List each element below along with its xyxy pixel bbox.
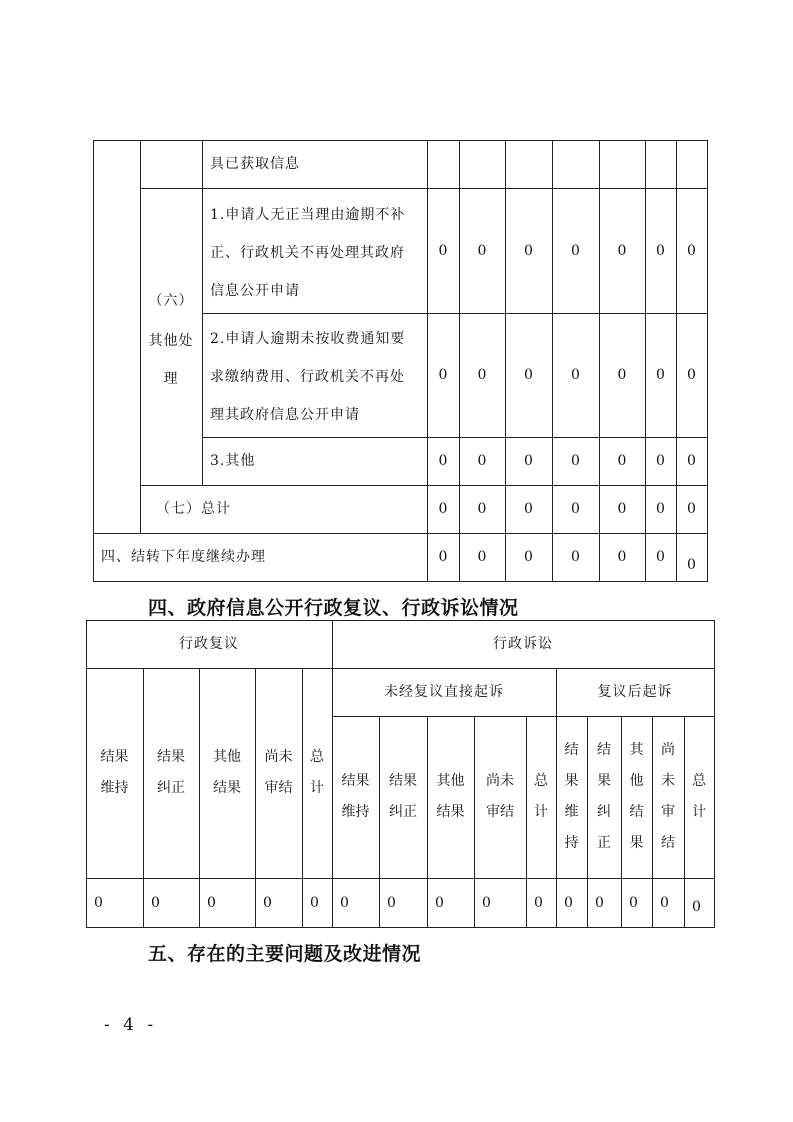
- value-cell: 0: [263, 894, 272, 911]
- value-cell: 0: [656, 501, 665, 517]
- item-1-text: [210, 196, 405, 310]
- value-cell: 0: [524, 367, 533, 383]
- value-cell: 0: [477, 453, 487, 469]
- row-obtained-label: 具已获取信息: [210, 156, 300, 172]
- review-col-header: 尚未 审结: [264, 749, 293, 796]
- value-cell: 0: [687, 501, 696, 517]
- value-cell: 0: [617, 501, 627, 517]
- value-cell: 0: [438, 242, 448, 259]
- value-cell: 0: [477, 242, 487, 259]
- value-cell: 0: [207, 894, 216, 911]
- after-col-header: 其 他 结 果: [629, 742, 644, 851]
- value-cell: 0: [564, 894, 573, 911]
- direct-col-header: 尚未 审结: [486, 773, 514, 820]
- group-6-sub-label-2: 理: [163, 371, 179, 387]
- value-cell: 0: [687, 367, 696, 383]
- direct-col-header: 总 计: [534, 773, 548, 820]
- item-2-line: 求缴纳费用、行政机关不再处: [210, 369, 405, 385]
- item-1-line: 正、行政机关不再处理其政府: [210, 245, 405, 261]
- value-cell: 0: [340, 894, 349, 911]
- total-label: （七）总计: [156, 501, 231, 517]
- value-cell: 0: [656, 453, 665, 469]
- value-cell: 0: [687, 557, 696, 573]
- value-cell: 0: [656, 549, 665, 565]
- value-cell: 0: [656, 367, 665, 383]
- value-cell: 0: [660, 894, 669, 911]
- value-cell: 0: [524, 242, 533, 259]
- group-6-sub-label-1: 其他处: [148, 333, 194, 349]
- review-col-header: 结果 纠正: [157, 749, 185, 796]
- admin-review-header: 行政复议: [179, 636, 239, 652]
- value-cell: 0: [438, 501, 448, 517]
- review-col-header: 其他 结果: [213, 749, 241, 796]
- value-cell: 0: [524, 453, 533, 469]
- direct-litigation-header: 未经复议直接起诉: [384, 684, 504, 700]
- review-col-header: 结果 维持: [100, 749, 129, 796]
- value-cell: 0: [617, 367, 627, 383]
- after-review-header: 复议后起诉: [597, 684, 673, 700]
- value-cell: 0: [656, 242, 665, 259]
- admin-litigation-header: 行政诉讼: [493, 636, 553, 652]
- value-cell: 0: [571, 501, 580, 517]
- value-cell: 0: [524, 501, 533, 517]
- section-5-heading: 五、存在的主要问题及改进情况: [148, 943, 422, 965]
- value-cell: 0: [629, 894, 638, 911]
- value-cell: 0: [482, 894, 491, 911]
- item-3-label: 3.其他: [210, 453, 256, 469]
- item-2-line: 理其政府信息公开申请: [210, 407, 360, 423]
- direct-col-header: 结果 纠正: [389, 773, 417, 820]
- after-col-header: 结 果 纠 正: [597, 742, 611, 851]
- after-col-header: 总 计: [692, 773, 706, 820]
- page-number: - 4 -: [104, 1015, 158, 1035]
- value-cell: 0: [477, 549, 487, 565]
- item-1-line: 1.申请人无正当理由逾期不补: [210, 207, 406, 223]
- value-cell: 0: [687, 453, 696, 469]
- value-cell: 0: [595, 894, 604, 911]
- item-1-line: 信息公开申请: [210, 283, 300, 299]
- value-cell: 0: [571, 242, 580, 259]
- group-6-label: （六）: [148, 293, 194, 309]
- value-cell: 0: [571, 367, 580, 383]
- value-cell: 0: [617, 242, 627, 259]
- value-cell: 0: [151, 894, 160, 911]
- after-col-header: 结 果 维 持: [564, 742, 579, 851]
- value-cell: 0: [310, 894, 319, 911]
- value-cell: 0: [571, 453, 580, 469]
- value-cell: 0: [617, 453, 627, 469]
- value-cell: 0: [387, 894, 396, 911]
- value-cell: 0: [687, 242, 696, 259]
- section-4-heading: 四、政府信息公开行政复议、行政诉讼情况: [148, 597, 519, 619]
- review-col-header: 总 计: [310, 749, 324, 796]
- direct-col-header: 结果 维持: [341, 773, 370, 820]
- value-cell: 0: [438, 453, 448, 469]
- value-cell: 0: [534, 894, 543, 911]
- value-cell: 0: [524, 549, 533, 565]
- item-2-text: [210, 320, 405, 434]
- direct-col-header: 其他 结果: [436, 773, 465, 820]
- value-cell: 0: [435, 894, 444, 911]
- value-cell: 0: [692, 898, 701, 915]
- carry-over-label: 四、结转下年度继续办理: [101, 549, 266, 565]
- value-cell: 0: [438, 367, 448, 383]
- item-2-line: 2.申请人逾期未按收费通知要: [210, 331, 406, 347]
- value-cell: 0: [617, 549, 627, 565]
- value-cell: 0: [94, 894, 103, 911]
- after-col-header: 尚 未 审 结: [661, 742, 675, 851]
- value-cell: 0: [477, 501, 487, 517]
- value-cell: 0: [438, 549, 448, 565]
- value-cell: 0: [477, 367, 487, 383]
- value-cell: 0: [571, 549, 580, 565]
